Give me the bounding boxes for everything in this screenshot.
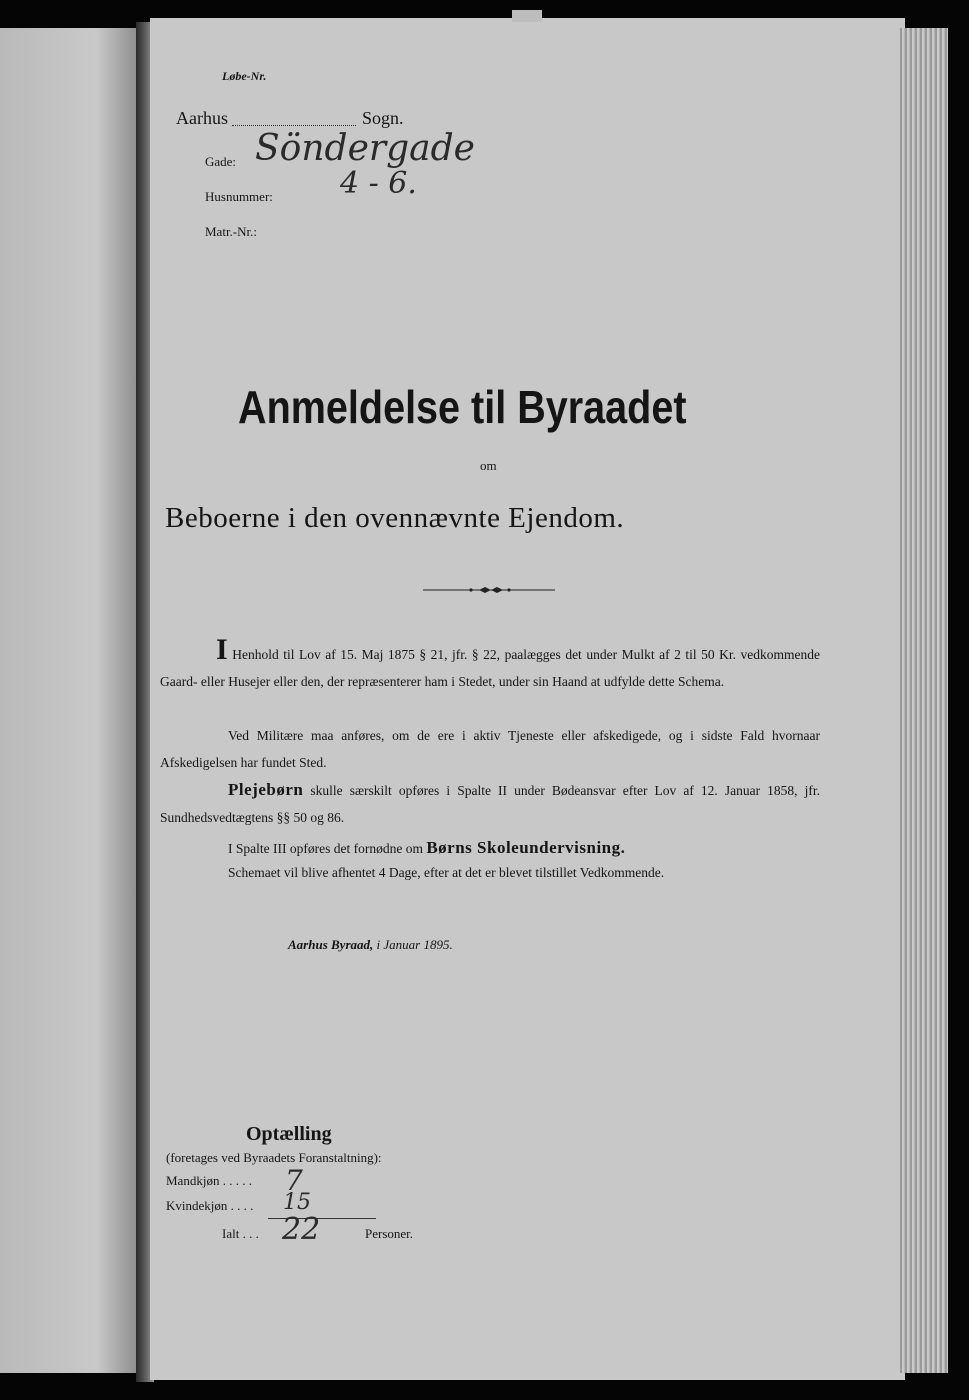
ornament-divider — [423, 585, 555, 595]
street-value: Söndergade — [255, 128, 475, 169]
document-subtitle: Beboerne i den ovennævnte Ejendom. — [165, 502, 625, 534]
instruction-paragraph-2 — [160, 722, 820, 776]
issuer-line — [288, 937, 453, 953]
paragraph-5-text: Schemaet vil blive afhentet 4 Dage, efter at det er blevet tilstillet Vedkommende. — [228, 865, 665, 880]
issuer-date: i Januar 1895. — [376, 937, 453, 952]
house-number-label: Husnummer: — [205, 189, 273, 204]
instruction-paragraph-5 — [160, 859, 820, 886]
street-label: Gade: — [205, 154, 237, 169]
title-connector: om — [480, 458, 497, 473]
document-title: Anmeldelse til Byraadet — [238, 381, 687, 433]
instruction-paragraph-1 — [160, 633, 820, 695]
parish-town: Aarhus — [176, 108, 228, 128]
male-count-label: Mandkjøn . . . . . — [166, 1173, 252, 1188]
matr-nr-label: Matr.-Nr.: — [205, 224, 257, 239]
paragraph-1-text: Henhold til Lov af 15. Maj 1875 § 21, jfr. § 22, paalægges det under Mulkt af 2 til 50 Kr. vedkommende Gaard- eller Husejer eller den, der repræsenterer ham i Stedet, under sin Haand at udfylde dette Schema. — [160, 647, 820, 689]
parish-label: Sogn. — [362, 108, 404, 128]
paragraph-4-text: I Spalte III opføres det fornødne om — [228, 841, 423, 856]
total-count-label: Ialt . . . — [222, 1226, 259, 1241]
persons-label: Personer. — [365, 1226, 414, 1241]
document-page — [150, 18, 905, 1380]
count-note: (foretages ved Byraadets Foranstaltning): — [166, 1150, 382, 1165]
lobe-nr-label: Løbe-Nr. — [222, 69, 267, 83]
total-count-value: 22 — [282, 1212, 321, 1247]
left-page — [0, 28, 138, 1373]
house-number-value: 4 - 6. — [340, 166, 417, 201]
female-count-label: Kvindekjøn . . . . — [166, 1198, 254, 1213]
drop-initial: I — [216, 633, 228, 666]
instruction-paragraph-3 — [160, 776, 820, 831]
parish-dotted-line — [232, 125, 356, 126]
count-title: Optælling — [246, 1123, 332, 1145]
instruction-paragraph-4 — [160, 834, 820, 862]
page-tab — [512, 10, 542, 22]
male-count-value: 7 — [285, 1164, 303, 1197]
paragraph-3-text: skulle særskilt opføres i Spalte II under Bødeansvar efter Lov af 12. Januar 1858, jfr. Sundhedsvedtægtens §§ 50 og 86. — [160, 783, 820, 825]
paragraph-3-emphasis: Plejebørn — [228, 780, 304, 799]
page-edges — [900, 28, 948, 1373]
issuer-name: Aarhus Byraad, — [288, 937, 374, 952]
paragraph-2-text: Ved Militære maa anføres, om de ere i aktiv Tjeneste eller afskedigede, og i sidste Fald hvornaar Afskedigelsen har fundet Sted. — [160, 728, 820, 770]
female-count-value: 15 — [283, 1190, 311, 1215]
paragraph-4-emphasis: Børns Skoleundervisning. — [426, 838, 626, 857]
